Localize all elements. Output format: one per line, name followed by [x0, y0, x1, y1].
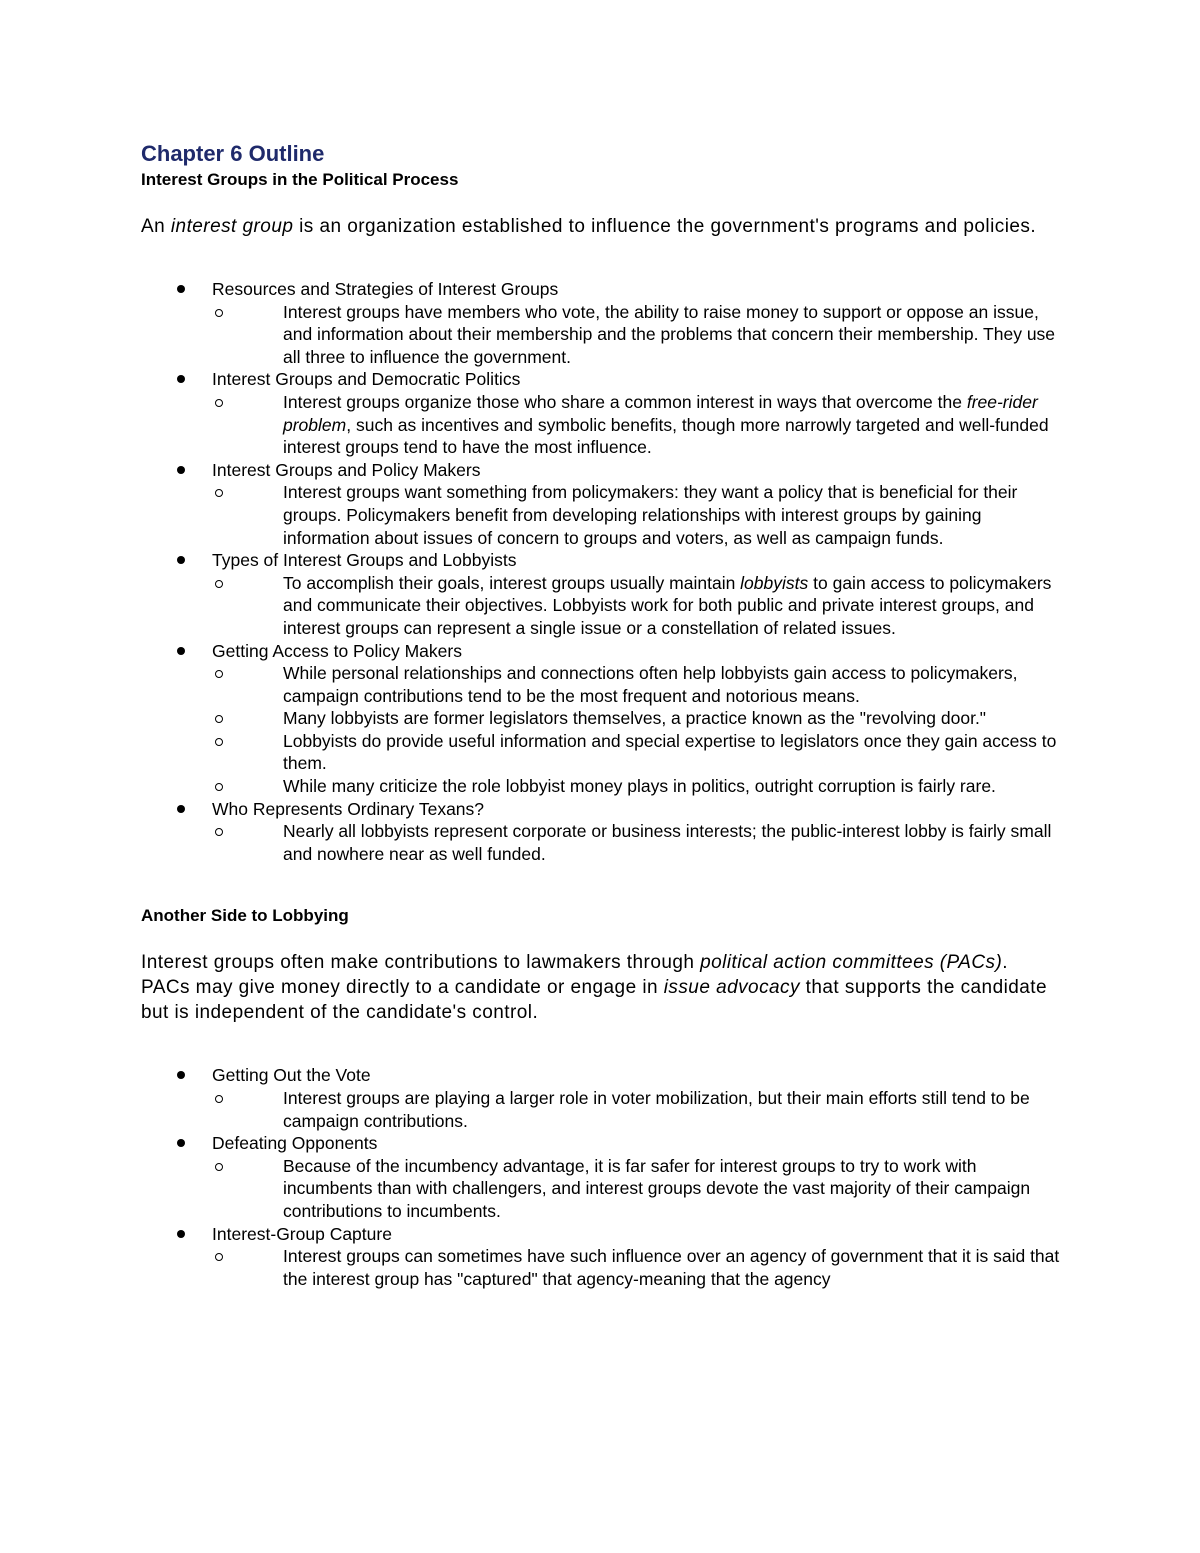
hollow-bullet-icon	[215, 1163, 223, 1171]
document-page	[141, 140, 1061, 1290]
outline-item	[141, 798, 1061, 866]
hollow-bullet-icon	[215, 715, 223, 723]
outline-item-label: Getting Access to Policy Makers	[212, 640, 462, 661]
sub-item: Lobbyists do provide useful information and special expertise to legislators once they gain access to them.	[212, 730, 1061, 775]
bullet-icon	[177, 375, 185, 383]
outline-item	[141, 459, 1061, 549]
sub-item: Interest groups are playing a larger role in voter mobilization, but their main efforts still tend to be campaign contributions.	[212, 1087, 1061, 1132]
sub-list	[212, 481, 1061, 549]
sub-item: Many lobbyists are former legislators themselves, a practice known as the "revolving door."	[212, 707, 1061, 730]
outline-item-label: Who Represents Ordinary Texans?	[212, 798, 485, 819]
sub-item: Interest groups have members who vote, the ability to raise money to support or oppose an issue, and information about their membership and the problems that concern their membership. They use all three to influence the government.	[212, 301, 1061, 369]
outline-item	[141, 368, 1061, 458]
hollow-bullet-icon	[215, 399, 223, 407]
bullet-icon	[177, 466, 185, 474]
sub-item: To accomplish their goals, interest groups usually maintain lobbyists to gain access to policymakers and communicate their objectives. Lobbyists work for both public and private interest groups, and interest groups can represent a single issue or a constellation of related issues.	[212, 572, 1061, 640]
outline-item-label: Types of Interest Groups and Lobbyists	[212, 550, 517, 571]
sub-list	[212, 1155, 1061, 1223]
intro-paragraph: An interest group is an organization established to influence the government's programs and policies.	[141, 216, 1037, 237]
sub-item: While personal relationships and connections often help lobbyists gain access to policymakers, campaign contributions tend to be the most frequent and notorious means.	[212, 662, 1061, 707]
hollow-bullet-icon	[215, 828, 223, 836]
sub-item: While many criticize the role lobbyist money plays in politics, outright corruption is fairly rare.	[212, 775, 1061, 798]
page-title: Chapter 6 Outline	[141, 141, 325, 166]
bullet-icon	[177, 805, 185, 813]
bullet-icon	[177, 556, 185, 564]
bullet-icon	[177, 285, 185, 293]
pac-paragraph: Interest groups often make contributions to lawmakers through political action committees (PACs). PACs may give money directly to a candidate or engage in issue advocacy that supports the candidate but is independent of the candidate's control.	[141, 952, 1048, 1024]
outline-item	[141, 1223, 1061, 1291]
sub-item: Interest groups want something from policymakers: they want a policy that is beneficial for their groups. Policymakers benefit from developing relationships with interest groups by gaining information about issues of concern to groups and voters, as well as campaign funds.	[212, 481, 1061, 549]
sub-item: Because of the incumbency advantage, it is far safer for interest groups to try to work with incumbents than with challengers, and interest groups devote the vast majority of their campaign contributions to incumbents.	[212, 1155, 1061, 1223]
hollow-bullet-icon	[215, 738, 223, 746]
outline-item-label: Interest Groups and Policy Makers	[212, 459, 481, 480]
hollow-bullet-icon	[215, 783, 223, 791]
sub-item: Interest groups can sometimes have such influence over an agency of government that it is said that the interest group has "captured" that agency-meaning that the agency	[212, 1245, 1061, 1290]
sub-item: Interest groups organize those who share a common interest in ways that overcome the free-rider problem, such as incentives and symbolic benefits, though more narrowly targeted and well-funded interest groups tend to have the most influence.	[212, 391, 1061, 459]
outline-item-label: Defeating Opponents	[212, 1133, 378, 1154]
outline-list-2	[141, 1064, 1061, 1290]
hollow-bullet-icon	[215, 1253, 223, 1261]
bullet-icon	[177, 1071, 185, 1079]
outline-item	[141, 278, 1061, 368]
hollow-bullet-icon	[215, 1095, 223, 1103]
sub-list	[212, 1245, 1061, 1290]
outline-item	[141, 640, 1061, 798]
sub-item: Nearly all lobbyists represent corporate or business interests; the public-interest lobby is fairly small and nowhere near as well funded.	[212, 820, 1061, 865]
outline-list-1	[141, 278, 1061, 865]
bullet-icon	[177, 1230, 185, 1238]
hollow-bullet-icon	[215, 580, 223, 588]
outline-item	[141, 1132, 1061, 1222]
outline-item-label: Interest Groups and Democratic Politics	[212, 369, 521, 390]
hollow-bullet-icon	[215, 309, 223, 317]
sub-list	[212, 391, 1061, 459]
section-heading-lobbying: Another Side to Lobbying	[141, 906, 349, 926]
outline-item	[141, 1064, 1061, 1132]
sub-list	[212, 301, 1061, 369]
outline-item	[141, 549, 1061, 639]
outline-item-label: Resources and Strategies of Interest Groups	[212, 279, 559, 299]
sub-list	[212, 1087, 1061, 1132]
hollow-bullet-icon	[215, 489, 223, 497]
outline-item-label: Getting Out the Vote	[212, 1065, 371, 1086]
page-subtitle: Interest Groups in the Political Process	[141, 170, 459, 189]
outline-item-label: Interest-Group Capture	[212, 1223, 392, 1244]
bullet-icon	[177, 1139, 185, 1147]
bullet-icon	[177, 647, 185, 655]
sub-list	[212, 572, 1061, 640]
sub-list	[212, 662, 1061, 798]
sub-list	[212, 820, 1061, 865]
hollow-bullet-icon	[215, 670, 223, 678]
